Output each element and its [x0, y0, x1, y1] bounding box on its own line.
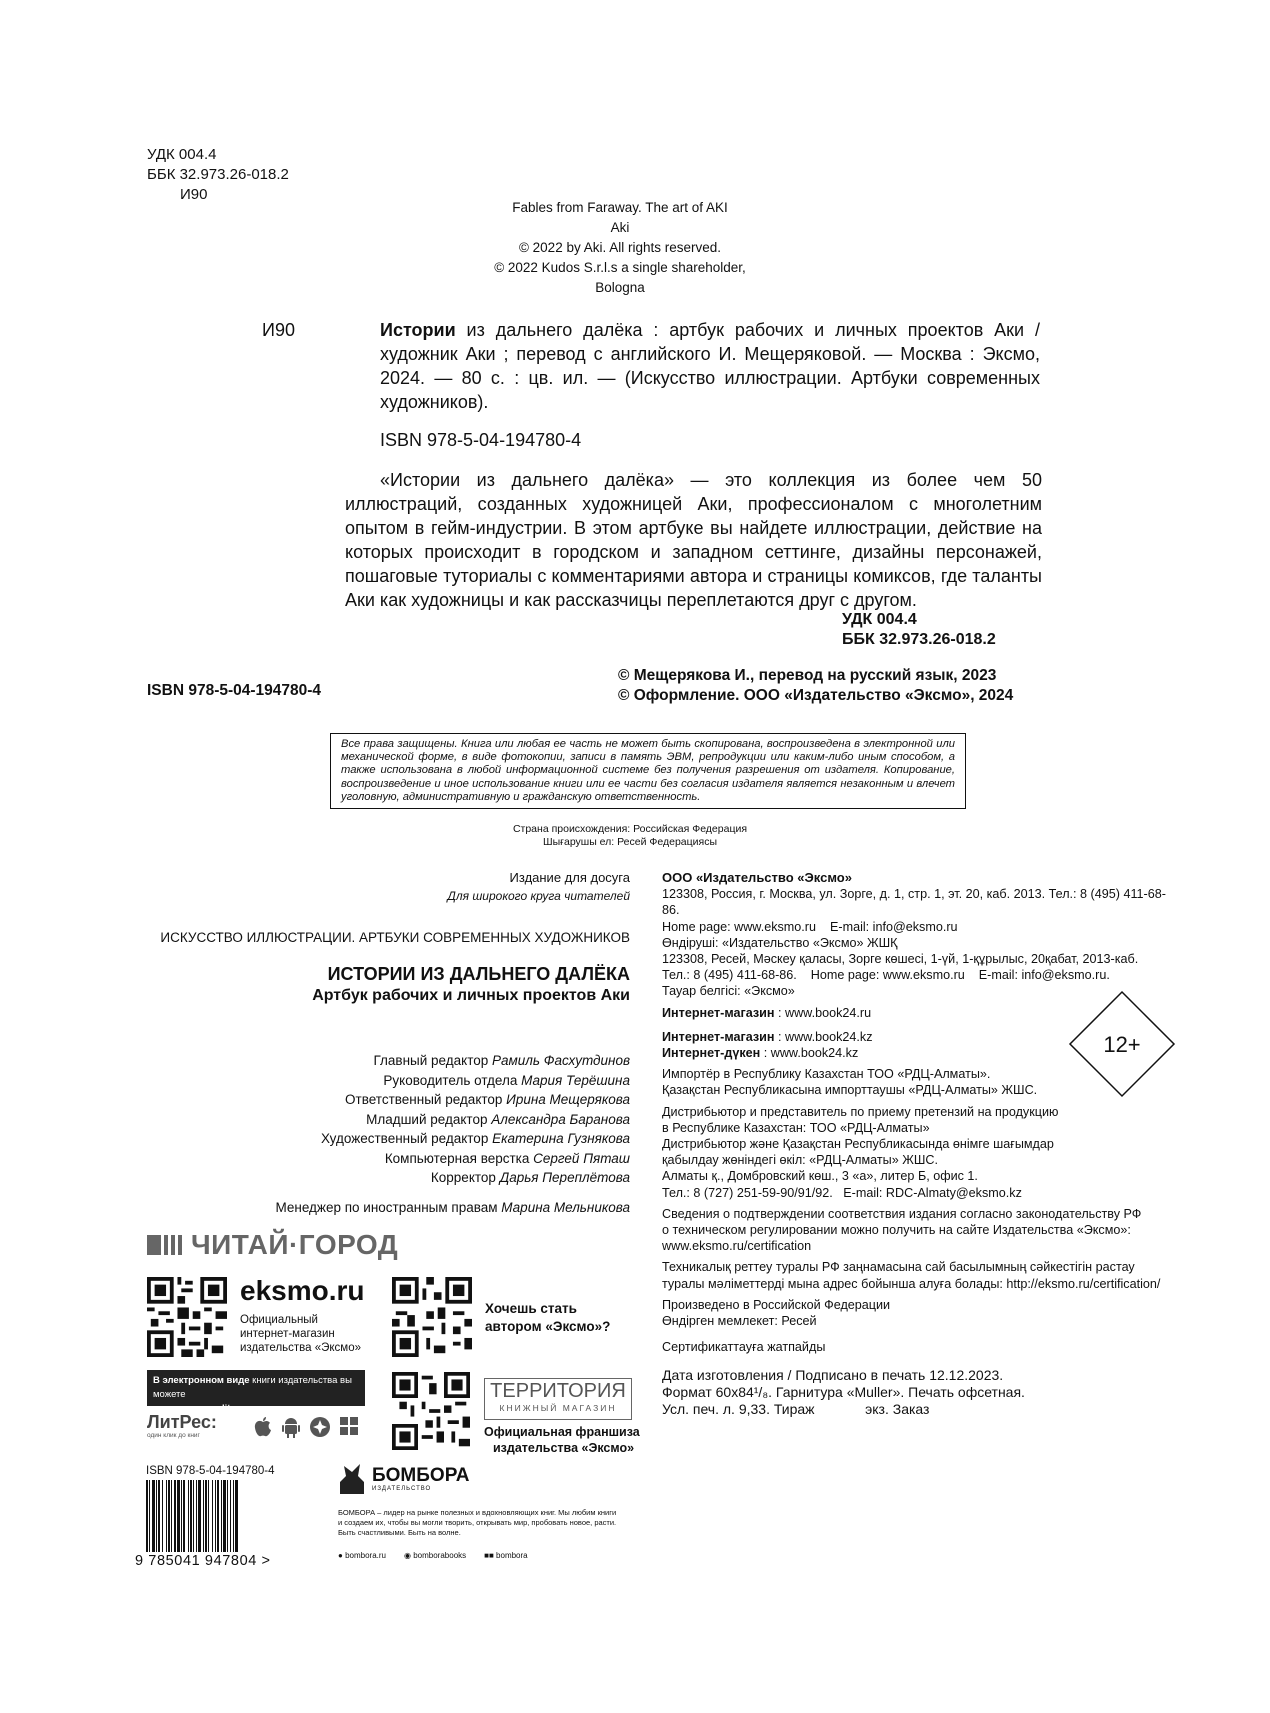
instagram-icon: ◉: [404, 1551, 411, 1560]
bombora-icon: [338, 1462, 366, 1496]
record-description: [380, 318, 1040, 414]
made-in-ru: Произведено в Российской Федерации: [662, 1297, 891, 1312]
no-certification: Сертификаттауға жатпайды: [662, 1340, 826, 1355]
shop-kz-dukhen: Интернет-дүкен : www.book24.kz: [662, 1046, 859, 1061]
shop-ru: Интернет-магазин : www.book24.ru: [662, 1005, 872, 1020]
territory-sub: КНИЖНЫЙ МАГАЗИН: [499, 1403, 617, 1413]
print-run: Усл. печ. л. 9,33. Тираж экз. Заказ: [662, 1401, 930, 1418]
globe-icon: ●: [338, 1551, 343, 1560]
almaty-contacts: Тел.: 8 (727) 251-59-90/91/92. E-mail: RDC-Almaty@eksmo.kz: [662, 1185, 1022, 1200]
credit-row: Художественный редактор Екатерина Гузнякова: [320, 1131, 630, 1146]
litres-url: www.litres.ru: [197, 1403, 257, 1414]
barcode-isbn: ISBN 978-5-04-194780-4: [146, 1465, 275, 1477]
original-edition: [470, 198, 770, 298]
bombora-links: [338, 1551, 528, 1560]
bombora-social-link[interactable]: ■■ bombora: [484, 1551, 528, 1560]
origin-ru: Страна происхождения: Российская Федерация: [512, 823, 748, 835]
chitai-gorod-text: ЧИТАЙ·ГОРОД: [191, 1229, 399, 1260]
book-subtitle: Артбук рабочих и личных проектов Аки: [312, 987, 630, 1004]
annotation: «Истории из дальнего далёка» — это коллекция из более чем 50 иллюстраций, созданных художницей Аки, профессионалом с многолетним опытом в гейм-индустрии. В этом артбуке вы найдете иллюстрации, действие на которых происходит в городском и западном сеттинге, дизайны персонажей, пошаговые туториалы с комментариями автора и страницы комиксов, где таланты Аки как художницы и как рассказчицы переплетаются друг с другом.: [345, 470, 1042, 610]
record-details: из дальнего далёка : артбук рабочих и личных проектов Аки / художник Аки ; перевод с английского И. Мещеряковой. — Москва : Эксмо, 2024. — 80 с. : цв. ил. — (Искусство иллюстрации. Артбуки современных художников).: [380, 320, 1040, 412]
chitai-gorod-logo: [147, 1230, 398, 1260]
age-rating: 12+: [1103, 1032, 1141, 1057]
author-mark: И90: [180, 186, 208, 203]
litres-tagline: один клик до книг: [147, 1432, 200, 1439]
record-udk: УДК 004.4: [842, 611, 917, 628]
importer-kz: Қазақстан Республикасына импорттаушы «РДЦ-Алматы» ЖШС.: [662, 1083, 1038, 1098]
original-author: Aki: [610, 220, 630, 235]
record-isbn: ISBN 978-5-04-194780-4: [380, 430, 582, 450]
credit-row: Руководитель отдела Мария Терёшина: [383, 1072, 630, 1088]
series-name: ИСКУССТВО ИЛЛЮСТРАЦИИ. АРТБУКИ СОВРЕМЕННЫХ ХУДОЖНИКОВ: [160, 930, 630, 945]
copyright-block: [618, 666, 1013, 706]
copyright-design: © Оформление. ООО «Издательство «Эксмо», 2024: [618, 687, 1014, 704]
barcode-icon: [146, 1480, 296, 1552]
qr-code-eksmo-icon: [147, 1277, 227, 1357]
rights-notice: Все права защищены. Книга или любая ее часть не может быть скопирована, воспроизведена в электронной или механической форме, в виде фотокопии, записи в память ЭВМ, репродукции или каким-либо иным способом, а также использована в любой информационной системе без получения разрешения от издателя. Копирование, воспроизведение и иное использование книги или ее части без согласия издателя является незаконным и влечет уголовную, административную и гражданскую ответственность.: [330, 733, 966, 809]
country-of-origin: [480, 823, 780, 849]
author-invite-line-1: Хочешь стать: [485, 1301, 577, 1316]
credits-list: [160, 1051, 630, 1217]
kz-contacts: Тел.: 8 (495) 411-68-86. Home page: www.eksmo.ru E-mail: info@eksmo.ru.: [662, 968, 1110, 983]
isbn-left: ISBN 978-5-04-194780-4: [147, 682, 322, 699]
litres-logo-text: ЛитРес:: [147, 1412, 217, 1432]
imprint-left: [160, 868, 630, 1215]
publisher-address: 123308, Россия, г. Москва, ул. Зорге, д. 1, стр. 1, эт. 20, каб. 2013. Тел.: 8 (495) 411-68-86.: [662, 887, 1166, 918]
franchise-text: [484, 1424, 640, 1456]
almaty-address: Алматы қ., Домбровский көш., 3 «а», литер Б, офис 1.: [662, 1169, 978, 1184]
apple-icon[interactable]: [253, 1416, 273, 1438]
territory-name: ТЕРРИТОРИЯ: [490, 1380, 626, 1402]
audience: Для широкого круга читателей: [447, 889, 630, 903]
territory-logo: [484, 1378, 632, 1420]
bombora-logo: [338, 1462, 469, 1496]
chitai-gorod-icon: [147, 1233, 187, 1257]
origin-kz: Шығарушы ел: Ресей Федерациясы: [542, 836, 717, 848]
record-bbk: ББК 32.973.26-018.2: [842, 631, 996, 648]
imprint-right: [662, 870, 1182, 1423]
original-copyright-2: © 2022 Kudos S.r.l.s a single shareholder, Bologna: [494, 260, 746, 295]
original-copyright-1: © 2022 by Aki. All rights reserved.: [518, 240, 722, 255]
litres-line-2: купить на: [153, 1403, 198, 1414]
franchise-line-1: Официальная франшиза: [484, 1425, 640, 1439]
book-title: ИСТОРИИ ИЗ ДАЛЬНЕГО ДАЛЁКА: [327, 964, 630, 984]
qr-code-territory-icon: [392, 1372, 470, 1450]
cert-kz-1: Техникалық реттеу туралы РФ заңнамасына сай басылымның сәйкестігін растау: [662, 1260, 1135, 1275]
record-classification: [842, 610, 1042, 650]
litres-line-1: книги издательства вы можете: [153, 1375, 352, 1400]
qr-code-author-icon: [392, 1277, 472, 1357]
eksmo-sub-3: издательства «Эксмо»: [240, 1342, 362, 1354]
author-invite[interactable]: [485, 1300, 610, 1336]
kz-address: 123308, Ресей, Мәскеу қаласы, Зорге көшесі, 1-үй, 1-құрылыс, 20қабат, 2013-каб.: [662, 952, 1139, 967]
cert-ru-2: о техническом регулировании можно получить на сайте Издательства «Эксмо»:: [662, 1223, 1131, 1238]
credit-row: Компьютерная верстка Сергей Пяташ: [384, 1150, 630, 1166]
bombora-name: БОМБОРА: [372, 1465, 470, 1486]
cert-kz-2: туралы мәліметтерді мына адрес бойынша алуға болады: http://eksmo.ru/certification/: [662, 1276, 1161, 1291]
udk-header: [147, 145, 289, 205]
credit-row: Корректор Дарья Переплётова: [430, 1170, 630, 1185]
publisher-web: Home page: www.eksmo.ru E-mail: info@eksmo.ru: [662, 919, 958, 934]
record-title: Истории: [380, 320, 456, 340]
bombora-site-link[interactable]: ● bombora.ru: [338, 1551, 386, 1560]
browser-icon[interactable]: [309, 1416, 331, 1438]
eksmo-promo: [240, 1275, 365, 1355]
made-in-kz: Өндірген мемлекет: Ресей: [662, 1314, 817, 1329]
print-date: Дата изготовления / Подписано в печать 12.12.2023.: [662, 1367, 1004, 1384]
author-invite-line-2: автором «Эксмо»?: [485, 1319, 611, 1334]
publisher-name: ООО «Издательство «Эксмо»: [662, 870, 852, 885]
distributor-4: қабылдау жөніндегі өкіл: «РДЦ-Алматы» ЖШС.: [662, 1153, 938, 1168]
barcode-digits: 9 785041 947804 >: [135, 1553, 271, 1569]
litres-banner[interactable]: [147, 1370, 365, 1414]
app-store-icons: [253, 1416, 359, 1438]
distributor-2: в Республике Казахстан: ТОО «РДЦ-Алматы»: [662, 1120, 930, 1135]
bombora-sub: ИЗДАТЕЛЬСТВО: [372, 1486, 432, 1492]
trademark: Тауар белгісі: «Эксмо»: [662, 984, 795, 999]
kz-producer: Өндіруші: «Издательство «Эксмо» ЖШҚ: [662, 935, 898, 950]
distributor-3: Дистрибьютор және Қазақстан Республикасында өнімге шағымдар: [662, 1137, 1054, 1152]
record-code: И90: [262, 320, 295, 340]
importer-ru: Импортёр в Республику Казахстан ТОО «РДЦ-Алматы».: [662, 1067, 991, 1082]
credit-row: Младший редактор Александра Баранова: [366, 1111, 630, 1127]
original-title: Fables from Faraway. The art of AKI: [512, 200, 728, 215]
distributor-1: Дистрибьютор и представитель по приему претензий на продукцию: [662, 1104, 1059, 1119]
eksmo-url[interactable]: eksmo.ru: [240, 1275, 365, 1306]
cert-ru-3: www.eksmo.ru/certification: [662, 1239, 812, 1254]
credit-row: Главный редактор Рамиль Фасхутдинов: [373, 1053, 630, 1068]
credit-row: Ответственный редактор Ирина Мещерякова: [345, 1092, 630, 1107]
eksmo-sub-1: Официальный: [240, 1314, 318, 1326]
bombora-description: БОМБОРА – лидер на рынке полезных и вдохновляющих книг. Мы любим книги и создаем их, чтобы вы могли творить, открывать мир, пробовать новое, расти. Быть счастливыми. Быть на волне.: [338, 1508, 617, 1537]
vk-telegram-icon: ■■: [484, 1551, 494, 1560]
android-icon[interactable]: [281, 1416, 301, 1438]
bbk-code: ББК 32.973.26-018.2: [147, 166, 289, 183]
cert-ru-1: Сведения о подтверждении соответствия издания согласно законодательству РФ: [662, 1206, 1142, 1221]
franchise-line-2: издательства «Эксмо»: [493, 1441, 635, 1455]
copyright-translation: © Мещерякова И., перевод на русский язык, 2023: [618, 667, 997, 684]
litres-line-1-bold: В электронном виде: [153, 1375, 250, 1386]
bombora-insta-link[interactable]: ◉ bomborabooks: [404, 1551, 467, 1560]
edition-type: Издание для досуга: [509, 870, 630, 885]
rights-manager: Менеджер по иностранным правам Марина Мельникова: [275, 1199, 630, 1215]
windows-icon[interactable]: [339, 1416, 359, 1436]
shop-kz: Интернет-магазин : www.book24.kz: [662, 1029, 873, 1044]
udk-code: УДК 004.4: [147, 146, 217, 163]
litres-logo: [147, 1412, 217, 1439]
age-rating-badge: [1068, 990, 1176, 1098]
print-format: Формат 60х84¹/₈. Гарнитура «Muller». Печать офсетная.: [662, 1384, 1025, 1401]
eksmo-sub-2: интернет-магазин: [240, 1328, 335, 1340]
